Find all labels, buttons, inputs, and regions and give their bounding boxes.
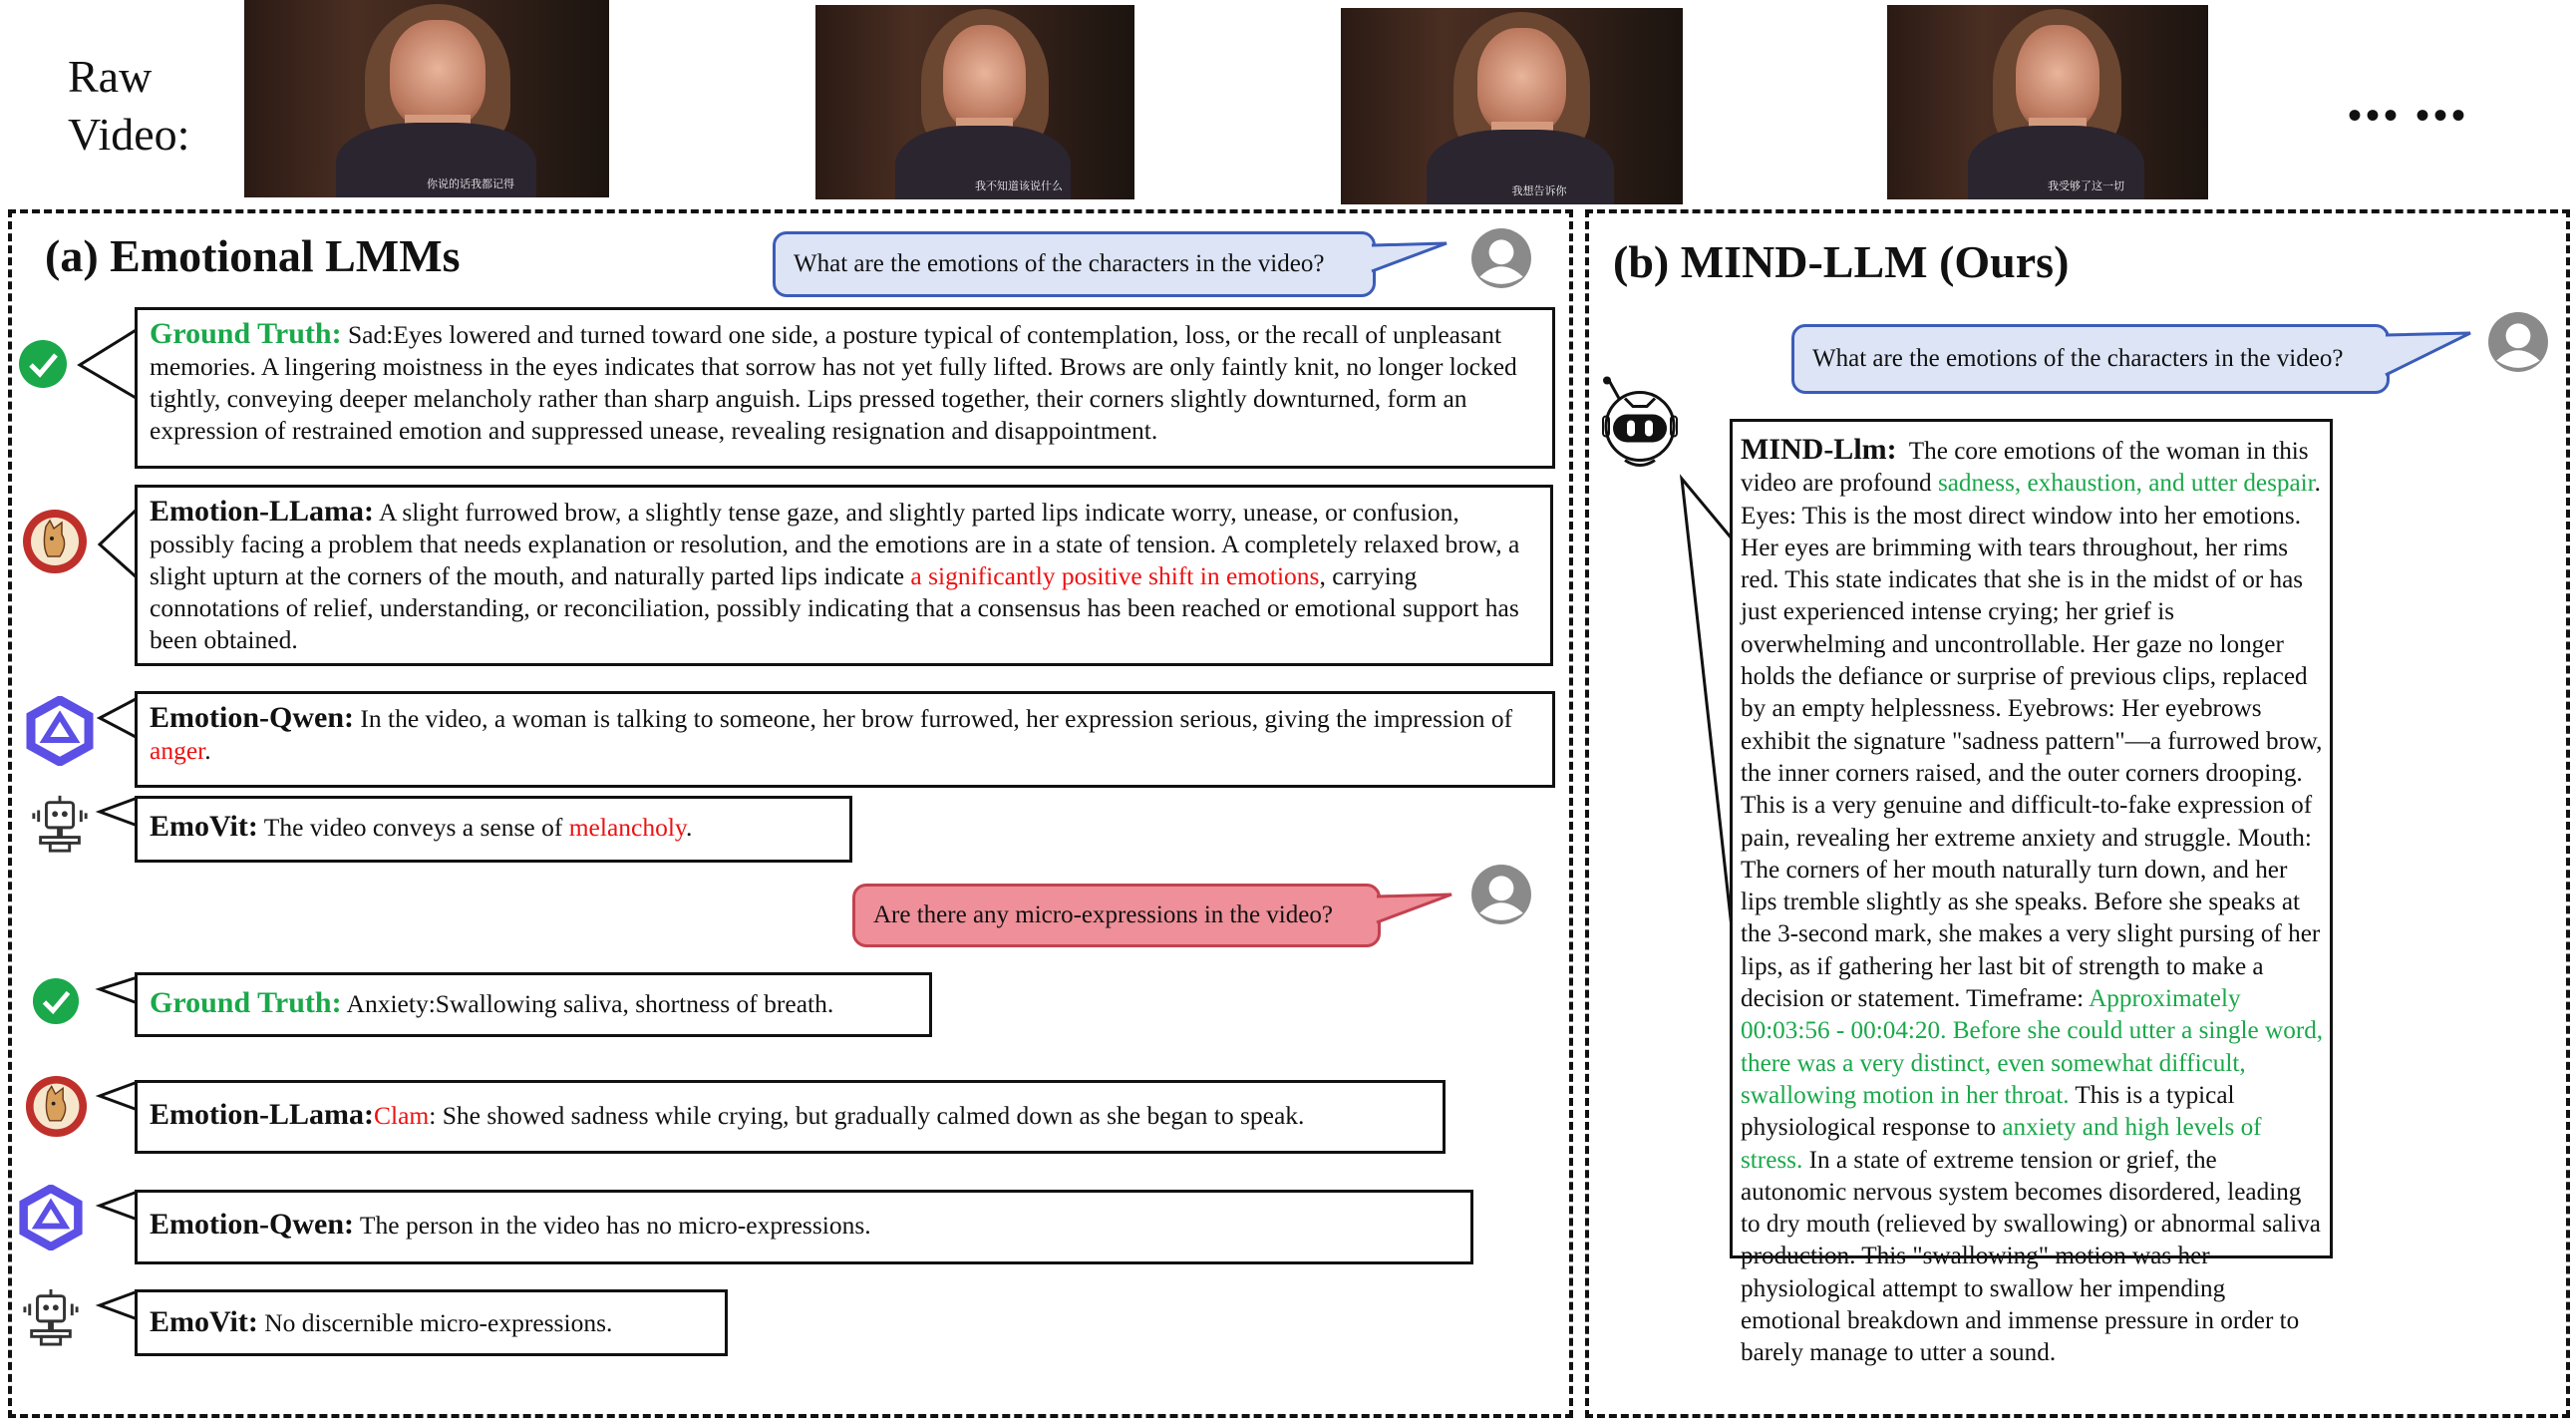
answer-text: Sad:Eyes lowered and turned toward one side, a posture typical of contemplation, loss, or the recall of unpleasant memories. A lingering moistness in the eyes indicates that sorrow has not yet fully lifted. Brows are only faintly knit, no longer locked tightly, conveying deeper melancholy rather than sharp anguish. Lips pressed together, their corners slightly downturned, form an expression of restrained emotion and suppressed unease, revealing resignation and disappointment. bbox=[150, 320, 1517, 445]
answer-text: : She showed sadness while crying, but gradually calmed down as she began to speak. bbox=[429, 1101, 1305, 1130]
box-tail bbox=[98, 1082, 140, 1122]
answer-highlight: anxiety and high levels of stress. bbox=[1741, 1114, 2262, 1174]
emotion-qwen-answer-2 bbox=[135, 1190, 1473, 1264]
right-panel-title: (b) MIND-LLM (Ours) bbox=[1613, 236, 2070, 287]
user-avatar-icon bbox=[1470, 864, 1532, 925]
frame-subtitle: 我受够了这一切 bbox=[2048, 180, 2124, 192]
answer-label: EmoVit: bbox=[150, 810, 258, 843]
answer-text: The video conveys a sense of bbox=[263, 813, 569, 842]
answer-highlight: Approximately 00:03:56 - 00:04:20. Before she could utter a single word, there was a very distinct, even somewhat difficult, swallowing motion in her throat. bbox=[1741, 985, 2324, 1109]
video-frame-2 bbox=[815, 5, 1134, 199]
answer-text: . Eyes: This is the most direct window into her emotions. Her eyes are brimming with tears throughout, her rims red. This state indicates that she is in the midst of or has just experienced intense crying; her grief is overwhelming and uncontrollable. Her gaze no longer holds the defiance or surprise of previous clips, replaced by an empty helplessness. Eyebrows: Her eyebrows exhibit the signature "sadness pattern"—a furrowed brow, the inner corners raised, and the outer corners drooping. This is a very genuine and difficult-to-fake expression of pain, revealing her extreme anxiety and struggle. Mouth: The corners of her mouth naturally turn down, and her lips tremble slightly as she speaks. Before she speaks at the 3-second mark, she makes a very slight pursing of her lips, as if gathering her last bit of strength to make a decision or statement. Timeframe: bbox=[1741, 470, 2323, 1013]
emotion-qwen-answer-1 bbox=[135, 691, 1555, 788]
user-avatar-icon bbox=[2487, 311, 2549, 373]
answer-text: The person in the video has no micro-expressions. bbox=[359, 1211, 871, 1240]
question-bubble-1 bbox=[773, 231, 1376, 297]
answer-text: A slight furrowed brow, a slightly tense gaze, and slightly parted lips indicate worry, unease, or confusion, possibly facing a problem that needs explanation or resolution, and the emotions are in a state of tension. A completely relaxed brow, a slight upturn at the corners of the mouth, and naturally parted lips indicate bbox=[150, 498, 1520, 590]
answer-label: Emotion-Qwen: bbox=[150, 701, 354, 734]
box-tail bbox=[1680, 479, 1735, 947]
emovit-answer-1 bbox=[135, 796, 852, 863]
emovit-answer-2 bbox=[135, 1289, 728, 1356]
qwen-icon bbox=[18, 1185, 84, 1250]
answer-label: Emotion-LLama: bbox=[150, 495, 374, 528]
answer-label: Ground Truth: bbox=[150, 986, 342, 1019]
ground-truth-answer-2 bbox=[135, 972, 932, 1037]
question-text: What are the emotions of the characters in the video? bbox=[794, 250, 1325, 277]
answer-text: Anxiety:Swallowing saliva, shortness of breath. bbox=[346, 989, 834, 1018]
mind-llm-answer bbox=[1730, 419, 2333, 1367]
question-text: Are there any micro-expressions in the video? bbox=[873, 901, 1333, 928]
answer-text: . bbox=[686, 813, 693, 842]
robot-icon bbox=[22, 1286, 80, 1348]
frame-subtitle: 我想告诉你 bbox=[1511, 185, 1567, 197]
answer-highlight: melancholy bbox=[568, 813, 687, 842]
box-tail bbox=[98, 798, 140, 838]
answer-text: In the video, a woman is talking to someone, her brow furrowed, her expression serious, giving the impression of bbox=[360, 704, 1513, 733]
question-text: What are the emotions of the characters in the video? bbox=[1812, 345, 2344, 372]
answer-label: Emotion-LLama: bbox=[150, 1098, 374, 1131]
answer-label: EmoVit: bbox=[150, 1305, 258, 1338]
answer-highlight: a significantly positive shift in emotions bbox=[910, 561, 1320, 590]
check-icon bbox=[18, 339, 68, 389]
left-panel-title: (a) Emotional LMMs bbox=[45, 230, 461, 281]
answer-text: This is a typical physiological response to bbox=[1741, 1081, 2235, 1142]
answer-text: , carrying connotations of relief, understanding, or reconciliation, possibly indicating that a consensus has been reached or emotional support has been obtained. bbox=[150, 561, 1519, 654]
answer-label: Ground Truth: bbox=[150, 317, 342, 350]
answer-text: The core emotions of the woman in this video are profound bbox=[1741, 438, 2309, 498]
llama-icon bbox=[22, 509, 88, 574]
question-bubble-2 bbox=[852, 884, 1381, 947]
ellipsis: ••• ••• bbox=[2348, 93, 2470, 138]
answer-text: . bbox=[204, 736, 211, 765]
robot-icon bbox=[30, 793, 90, 855]
video-frame-3 bbox=[1341, 8, 1683, 204]
answer-text: No discernible micro-expressions. bbox=[264, 1308, 613, 1337]
box-tail bbox=[98, 977, 140, 1017]
bubble-tail bbox=[1372, 239, 1451, 279]
user-avatar-icon bbox=[1470, 227, 1532, 289]
box-tail bbox=[98, 1291, 140, 1331]
video-frame-1 bbox=[244, 0, 609, 197]
answer-label: MIND-Llm: bbox=[1741, 433, 1897, 466]
video-frame-4 bbox=[1887, 5, 2208, 199]
raw-label-line1: Raw bbox=[68, 51, 153, 102]
emotion-llama-answer-1 bbox=[135, 485, 1553, 666]
box-tail bbox=[98, 698, 140, 748]
ground-truth-answer-1 bbox=[135, 307, 1555, 469]
bubble-tail bbox=[1377, 891, 1456, 930]
raw-label-line2: Video: bbox=[68, 109, 190, 160]
answer-highlight: anger bbox=[150, 736, 205, 765]
box-tail bbox=[78, 329, 140, 409]
answer-highlight: Clam bbox=[374, 1101, 430, 1130]
llama-icon bbox=[25, 1075, 88, 1138]
box-tail bbox=[98, 1192, 140, 1232]
emotion-llama-answer-2 bbox=[135, 1080, 1446, 1154]
raw-video-label bbox=[68, 48, 189, 164]
question-bubble-mind bbox=[1791, 324, 2390, 394]
check-icon bbox=[32, 977, 80, 1025]
qwen-icon bbox=[25, 696, 95, 766]
answer-label: Emotion-Qwen: bbox=[150, 1208, 354, 1241]
frame-subtitle: 你说的话我都记得 bbox=[427, 178, 514, 190]
box-tail bbox=[98, 509, 140, 588]
bubble-tail bbox=[2386, 327, 2475, 387]
answer-text: In a state of extreme tension or grief, the autonomic nervous system becomes disordered, leading to dry mouth (relieved by swallowing) or abnormal saliva production. This "swallowing" motion was her physiological attempt to swallow her impending emotional breakdown and immense pressure in order to barely manage to utter a sound. bbox=[1741, 1146, 2321, 1367]
frame-subtitle: 我不知道该说什么 bbox=[975, 180, 1063, 192]
answer-highlight: sadness, exhaustion, and utter despair bbox=[1937, 470, 2315, 498]
robot-assistant-icon bbox=[1595, 374, 1685, 489]
